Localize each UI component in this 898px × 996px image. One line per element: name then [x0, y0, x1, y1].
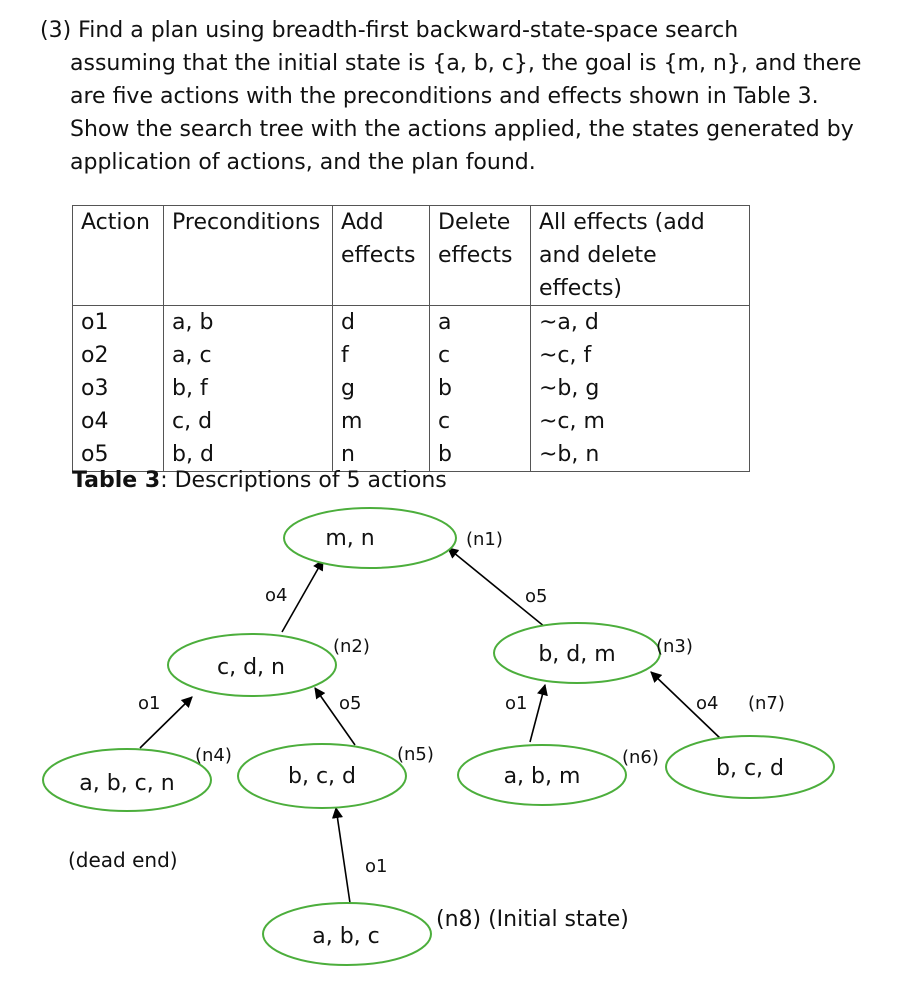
node-tag-n2: (n2)	[333, 636, 370, 657]
node-label-n6: a, b, m	[503, 764, 581, 789]
node-tag-n8: (n8) (Initial state)	[436, 907, 629, 932]
edge-label-n2-n1: o4	[265, 585, 288, 606]
cell-all: ~c, f	[531, 339, 750, 372]
node-label-n8: a, b, c	[312, 924, 380, 949]
edge-n8-n5	[336, 808, 350, 903]
header-add-effects: Add effects	[333, 206, 430, 306]
cell-action: o3	[73, 372, 164, 405]
edge-label-n5-n2: o5	[339, 693, 362, 714]
question-continuation: assuming that the initial state is {a, b, c}, the goal is {m, n}, and there are five actions with the preconditions and effects shown in Table 3. Show the search tree with the actions applied, the states generated by application of actions, and the plan found.	[70, 51, 862, 175]
cell-add: m	[333, 405, 430, 438]
cell-add: g	[333, 372, 430, 405]
cell-preconditions: a, b	[164, 306, 333, 340]
edge-n2-n1	[282, 560, 323, 632]
node-label-n4: a, b, c, n	[79, 771, 175, 796]
cell-add: f	[333, 339, 430, 372]
node-tag-n4: (n4)	[195, 745, 232, 766]
cell-add: d	[333, 306, 430, 340]
cell-all: ~c, m	[531, 405, 750, 438]
node-tag-n1: (n1)	[466, 529, 503, 550]
cell-preconditions: b, f	[164, 372, 333, 405]
node-label-n5: b, c, d	[288, 764, 356, 789]
cell-delete: b	[430, 438, 531, 472]
node-label-n3: b, d, m	[538, 642, 616, 667]
edge-label-n3-n1: o5	[525, 586, 548, 607]
question-first-line: (3) Find a plan using breadth-first backward-state-space search	[40, 18, 739, 43]
dead-end-label: (dead end)	[68, 848, 178, 872]
node-tag-n6: (n6)	[622, 747, 659, 768]
cell-preconditions: c, d	[164, 405, 333, 438]
node-label-n2: c, d, n	[217, 655, 285, 680]
cell-delete: c	[430, 339, 531, 372]
cell-add: n	[333, 438, 430, 472]
header-delete-effects: Delete effects	[430, 206, 531, 306]
edge-n6-n3	[530, 685, 545, 742]
caption-label: Table 3	[72, 468, 161, 493]
cell-action: o4	[73, 405, 164, 438]
cell-delete: c	[430, 405, 531, 438]
header-action: Action	[73, 206, 164, 306]
cell-action: o2	[73, 339, 164, 372]
cell-action: o5	[73, 438, 164, 472]
node-label-n1: m, n	[325, 526, 375, 551]
cell-all: ~b, g	[531, 372, 750, 405]
cell-delete: b	[430, 372, 531, 405]
edge-label-n6-n3: o1	[505, 693, 528, 714]
cell-action: o1	[73, 306, 164, 340]
cell-preconditions: b, d	[164, 438, 333, 472]
edge-label-n4-n2: o1	[138, 693, 161, 714]
header-preconditions: Preconditions	[164, 206, 333, 306]
node-label-n7: b, c, d	[716, 756, 784, 781]
node-tag-n7: (n7)	[748, 693, 785, 714]
edge-label-n8-n5: o1	[365, 856, 388, 877]
cell-delete: a	[430, 306, 531, 340]
edge-label-n7-n3: o4	[696, 693, 719, 714]
node-tag-n3: (n3)	[656, 636, 693, 657]
cell-preconditions: a, c	[164, 339, 333, 372]
cell-all: ~b, n	[531, 438, 750, 472]
caption-text: : Descriptions of 5 actions	[160, 468, 447, 493]
node-tag-n5: (n5)	[397, 744, 434, 765]
header-all-effects: All effects (add and delete effects)	[531, 206, 750, 306]
cell-all: ~a, d	[531, 306, 750, 340]
